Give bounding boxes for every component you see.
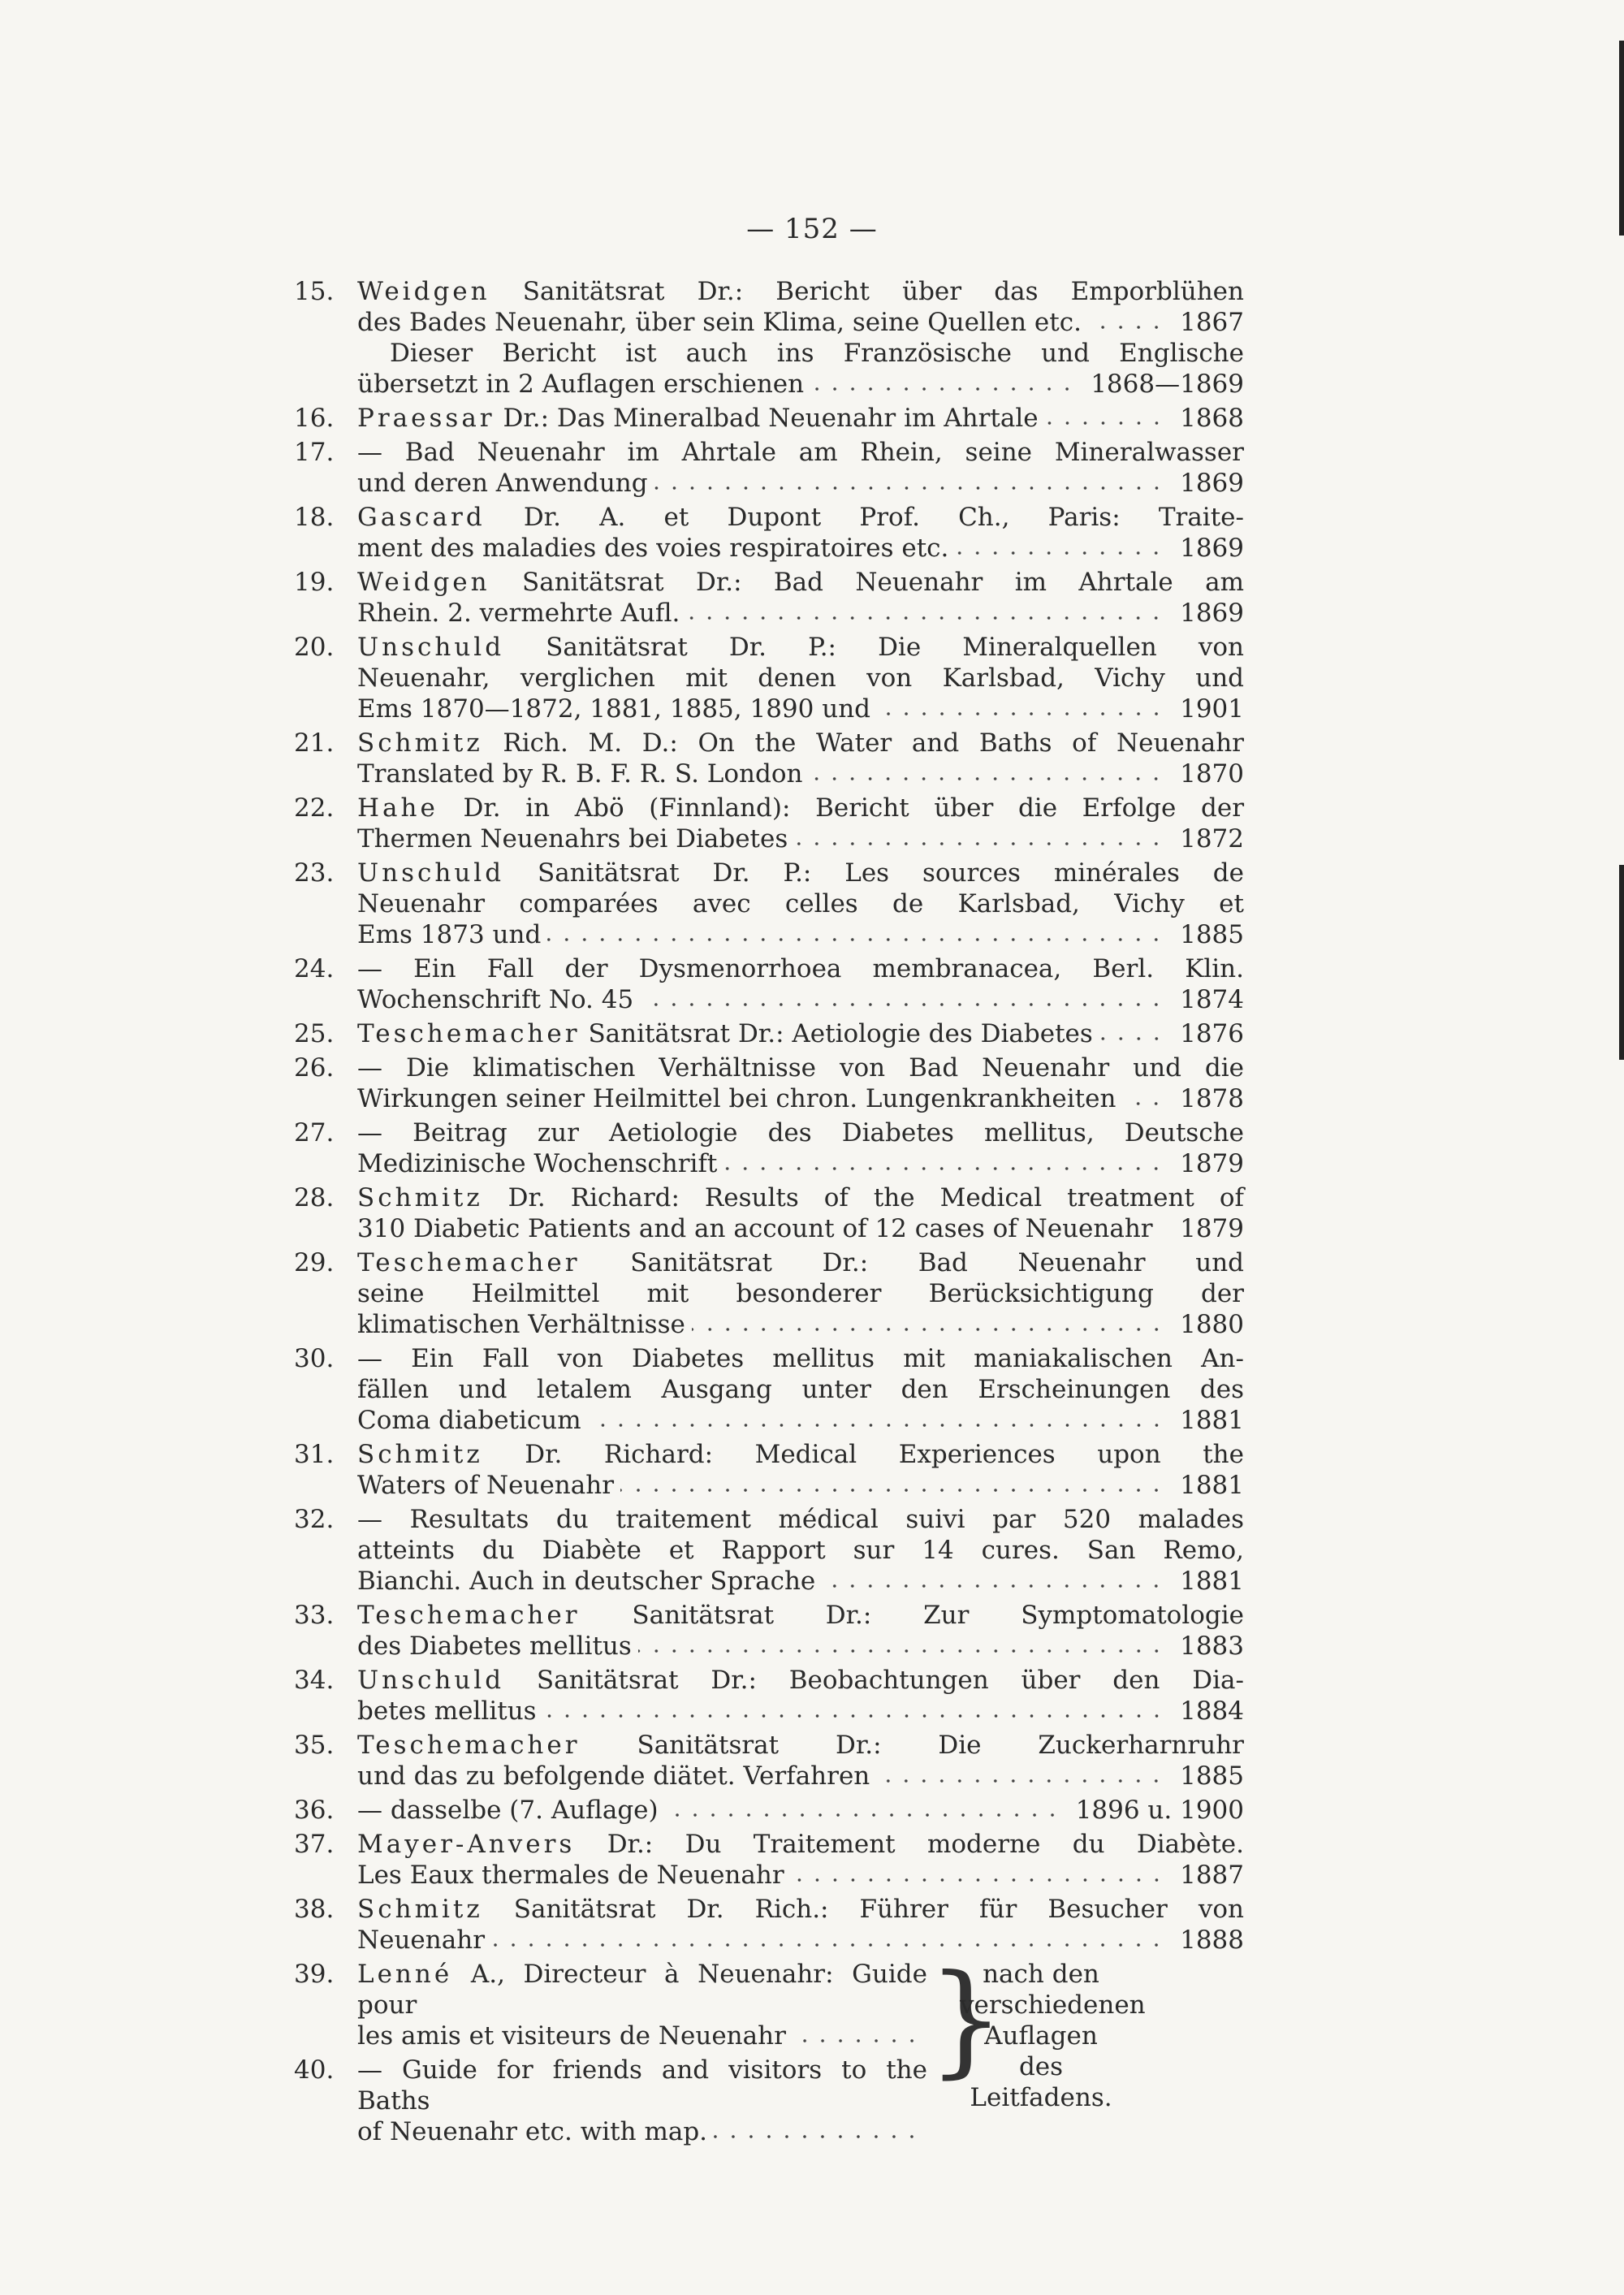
entry-body xyxy=(357,728,1244,789)
entry-body xyxy=(357,1504,1244,1597)
entry-text: Dieser Bericht ist auch ins Französische und Englische xyxy=(390,339,1244,368)
entry-text: Sanitätsrat Dr.: Die Zuckerharnruhr xyxy=(637,1731,1244,1760)
entry-line xyxy=(357,369,1244,400)
entry-text: Sanitätsrat Dr.: Beobachtungen über den Dia- xyxy=(536,1666,1244,1695)
page-number: — 152 — xyxy=(746,213,878,245)
entry-text: und das zu befolgende diätet. Verfahren xyxy=(357,1761,870,1791)
entry-body xyxy=(357,793,1244,854)
entry-body xyxy=(357,1959,927,2051)
entry-year: 1901 xyxy=(1180,694,1244,724)
entry-year: 1883 xyxy=(1180,1632,1244,1661)
entry-line xyxy=(357,1439,1244,1470)
author-name: Schmitz xyxy=(357,1895,483,1924)
bibliography-entry xyxy=(294,1730,1244,1791)
dot-leader xyxy=(640,1001,1165,1009)
entry-text: — Ein Fall der Dysmenorrhoea membranacea, Berl. Klin. xyxy=(357,954,1244,983)
scan-edge-mark-middle xyxy=(1619,865,1624,1060)
entry-text: — Die klimatischen Verhältnisse von Bad Neuenahr und die xyxy=(357,1053,1244,1083)
dot-leader xyxy=(491,1941,1165,1949)
entry-number: 18. xyxy=(294,503,335,532)
entry-line xyxy=(357,1665,1244,1696)
entry-text: Ems 1870—1872, 1881, 1885, 1890 und xyxy=(357,694,871,724)
bibliography-entry xyxy=(294,276,1244,400)
entry-line xyxy=(357,1018,1244,1049)
author-name: Mayer-Anvers xyxy=(357,1830,576,1859)
entry-year: 1869 xyxy=(1180,599,1244,628)
entry-text: — Ein Fall von Diabetes mellitus mit maniakalischen An- xyxy=(357,1344,1244,1373)
entry-number: 29. xyxy=(294,1248,335,1277)
bibliography-entry xyxy=(294,793,1244,854)
bibliography-entry xyxy=(294,403,1244,434)
entry-line xyxy=(357,468,1244,499)
bibliography-entry xyxy=(294,1343,1244,1436)
entry-line xyxy=(357,1213,1244,1244)
entry-number: 37. xyxy=(294,1830,335,1859)
entry-text: Dr.: Das Mineralbad Neuenahr im Ahrtale xyxy=(503,404,1039,433)
entry-line xyxy=(357,823,1244,854)
entry-year: 1879 xyxy=(1180,1149,1244,1178)
edition-note-line: Leitfadens. xyxy=(970,2083,1112,2112)
bibliography-list xyxy=(294,276,1244,2150)
bibliography-entry xyxy=(294,1959,927,2051)
entry-body xyxy=(357,2055,927,2147)
entry-text: Dr. Richard: Results of the Medical treatment of xyxy=(508,1183,1244,1212)
entry-line xyxy=(357,1829,1244,1860)
dot-leader xyxy=(654,484,1165,492)
bibliography-entry xyxy=(294,1504,1244,1597)
entry-text: Sanitätsrat Dr. Rich.: Führer für Besucher von xyxy=(513,1895,1245,1924)
dot-leader xyxy=(1045,419,1165,427)
entry-year: 1888 xyxy=(1180,1925,1244,1955)
entry-line xyxy=(357,1083,1244,1114)
entry-text: ment des maladies des voies respiratoires etc. xyxy=(357,534,949,563)
entry-body xyxy=(357,953,1244,1015)
entry-number: 27. xyxy=(294,1118,335,1148)
entry-number: 24. xyxy=(294,954,335,983)
dot-leader xyxy=(1088,323,1165,331)
entry-text: Coma diabeticum xyxy=(357,1406,581,1435)
dot-leader xyxy=(1099,1035,1165,1043)
entry-text: Rhein. 2. vermehrte Aufl. xyxy=(357,599,680,628)
author-name: Unschuld xyxy=(357,1666,505,1695)
bibliography-entry xyxy=(294,567,1244,629)
entry-text: fällen und letalem Ausgang unter den Erscheinungen des xyxy=(357,1375,1244,1404)
dot-leader xyxy=(810,385,1076,393)
entry-number: 15. xyxy=(294,277,335,306)
entry-line xyxy=(357,1730,1244,1761)
bibliography-entry xyxy=(294,632,1244,724)
entry-text: Sanitätsrat Dr.: Bad Neuenahr im Ahrtale am xyxy=(521,568,1244,597)
author-name: Praessar xyxy=(357,404,495,433)
entry-line xyxy=(357,1343,1244,1374)
entry-line xyxy=(357,276,1244,307)
entry-line xyxy=(357,1182,1244,1213)
entry-year: 1881 xyxy=(1180,1406,1244,1435)
dot-leader xyxy=(1122,1100,1165,1108)
entry-year: 1887 xyxy=(1180,1861,1244,1890)
entry-text: Neuenahr xyxy=(357,1925,486,1955)
entry-number: 36. xyxy=(294,1796,335,1825)
entry-text: Dr.: Du Traitement moderne du Diabète. xyxy=(607,1830,1244,1859)
scan-edge-mark-top xyxy=(1619,41,1624,236)
entry-text: Dr. A. et Dupont Prof. Ch., Paris: Traite- xyxy=(523,503,1244,532)
entry-line xyxy=(357,1566,1244,1597)
entry-text: übersetzt in 2 Auflagen erschienen xyxy=(357,370,805,399)
author-name: Schmitz xyxy=(357,1440,483,1469)
entry-year: 1885 xyxy=(1180,920,1244,949)
entry-line xyxy=(357,338,1244,369)
entry-year: 1885 xyxy=(1180,1761,1244,1791)
entry-line xyxy=(357,1117,1244,1148)
entry-number: 21. xyxy=(294,728,335,758)
entry-body xyxy=(357,632,1244,724)
dot-leader xyxy=(543,1712,1166,1720)
entry-line xyxy=(357,502,1244,533)
entry-number: 40. xyxy=(294,2055,335,2085)
entry-body xyxy=(357,1117,1244,1179)
entry-body xyxy=(357,1730,1244,1791)
bibliography-entry xyxy=(294,1247,1244,1340)
entry-number: 33. xyxy=(294,1601,335,1630)
entries-39-40-text xyxy=(294,1959,927,2150)
entry-line xyxy=(357,953,1244,984)
author-name: Gascard xyxy=(357,503,486,532)
dot-leader xyxy=(1160,1230,1165,1238)
entry-text: Waters of Neuenahr xyxy=(357,1471,615,1500)
entry-text: les amis et visiteurs de Neuenahr xyxy=(357,2021,786,2051)
entry-year: 1868 xyxy=(1180,404,1244,433)
dot-leader xyxy=(692,1325,1165,1333)
dot-leader xyxy=(793,2037,921,2045)
entry-text: Les Eaux thermales de Neuenahr xyxy=(357,1861,784,1890)
entry-line xyxy=(357,1405,1244,1436)
author-name: Teschemacher xyxy=(357,1601,581,1630)
bibliography-entry xyxy=(294,1600,1244,1662)
bibliography-entry xyxy=(294,437,1244,499)
entry-text: des Bades Neuenahr, über sein Klima, seine Quellen etc. xyxy=(357,308,1082,337)
entry-line xyxy=(357,1052,1244,1083)
author-name: Teschemacher xyxy=(357,1019,581,1048)
entry-text: klimatischen Verhältnisse xyxy=(357,1310,685,1339)
entry-year: 1869 xyxy=(1180,469,1244,498)
entry-line xyxy=(357,984,1244,1015)
entry-line xyxy=(357,1761,1244,1791)
entry-line xyxy=(357,1795,1244,1826)
entry-text: atteints du Diabète et Rapport sur 14 cures. San Remo, xyxy=(357,1536,1244,1565)
entry-line xyxy=(357,2021,927,2051)
entry-text: Rich. M. D.: On the Water and Baths of Neuenahr xyxy=(503,728,1244,758)
bibliography-entry xyxy=(294,728,1244,789)
entry-number: 19. xyxy=(294,568,335,597)
entry-number: 38. xyxy=(294,1895,335,1924)
entry-line xyxy=(357,919,1244,950)
bibliography-entry xyxy=(294,1117,1244,1179)
entry-line xyxy=(357,1600,1244,1631)
bibliography-entry xyxy=(294,1182,1244,1244)
dot-leader xyxy=(794,840,1165,848)
entry-text: und deren Anwendung xyxy=(357,469,648,498)
entry-text: Medizinische Wochenschrift xyxy=(357,1149,718,1178)
author-name: Schmitz xyxy=(357,1183,483,1212)
author-name: Weidgen xyxy=(357,277,490,306)
entry-year: 1874 xyxy=(1180,985,1244,1014)
entry-line xyxy=(357,1278,1244,1309)
entry-year: 1872 xyxy=(1180,824,1244,854)
entry-body xyxy=(357,1247,1244,1340)
entry-year: 1876 xyxy=(1180,1019,1244,1048)
dot-leader xyxy=(822,1582,1165,1590)
entry-body xyxy=(357,437,1244,499)
edition-note-line: verschiedenen xyxy=(960,1990,1146,2020)
bibliography-entry xyxy=(294,502,1244,564)
dot-leader xyxy=(723,1165,1165,1173)
entry-year: 1881 xyxy=(1180,1567,1244,1596)
entry-line xyxy=(357,1247,1244,1278)
entry-text: des Diabetes mellitus xyxy=(357,1632,632,1661)
entry-body xyxy=(357,502,1244,564)
author-name: Lenné xyxy=(357,1960,453,1989)
entry-text: Dr. in Abö (Finnland): Bericht über die Erfolge der xyxy=(463,793,1245,823)
author-name: Teschemacher xyxy=(357,1731,581,1760)
dot-leader xyxy=(791,1876,1165,1884)
entry-number: 22. xyxy=(294,793,335,823)
dot-leader xyxy=(809,775,1165,783)
entry-line xyxy=(357,1959,927,2021)
entry-number: 20. xyxy=(294,633,335,662)
entry-text: Sanitätsrat Dr.: Bericht über das Emporblühen xyxy=(522,277,1244,306)
entry-text: Translated by R. B. F. R. S. London xyxy=(357,759,803,789)
entry-text: — Bad Neuenahr im Ahrtale am Rhein, seine Mineralwasser xyxy=(357,438,1244,467)
entry-year: 1878 xyxy=(1180,1084,1244,1113)
entry-line xyxy=(357,403,1244,434)
entry-line xyxy=(357,858,1244,888)
entry-number: 31. xyxy=(294,1440,335,1469)
entry-body xyxy=(357,567,1244,629)
entry-line xyxy=(357,437,1244,468)
entry-number: 25. xyxy=(294,1019,335,1048)
entry-text: Wochenschrift No. 45 xyxy=(357,985,634,1014)
entry-body xyxy=(357,1018,1244,1049)
edition-note xyxy=(960,1959,1146,2150)
entry-year: 1896 u. 1900 xyxy=(1075,1796,1244,1825)
entry-body xyxy=(357,1665,1244,1727)
dot-leader xyxy=(876,1777,1165,1785)
dot-leader xyxy=(877,710,1165,718)
bibliography-entry xyxy=(294,1052,1244,1114)
brace-symbol: } xyxy=(927,1949,1005,2090)
entry-number: 32. xyxy=(294,1505,335,1534)
dot-leader xyxy=(638,1647,1165,1655)
entry-line xyxy=(357,728,1244,759)
entry-text: 310 Diabetic Patients and an account of 12 cases of Neuenahr xyxy=(357,1214,1153,1243)
dot-leader xyxy=(620,1486,1165,1494)
entry-number: 17. xyxy=(294,438,335,467)
entry-body xyxy=(357,1439,1244,1501)
bibliography-entry xyxy=(294,1018,1244,1049)
author-name: Weidgen xyxy=(357,568,490,597)
entry-text: Sanitätsrat Dr.: Zur Symptomatologie xyxy=(632,1601,1245,1630)
dot-leader xyxy=(665,1811,1061,1819)
entry-line xyxy=(357,307,1244,338)
entry-text: Sanitätsrat Dr. P.: Die Mineralquellen von xyxy=(546,633,1244,662)
entry-number: 34. xyxy=(294,1666,335,1695)
entry-line xyxy=(357,567,1244,598)
entry-text: Bianchi. Auch in deutscher Sprache xyxy=(357,1567,816,1596)
entry-number: 39. xyxy=(294,1960,335,1989)
entry-text: Neuenahr, verglichen mit denen von Karlsbad, Vichy und xyxy=(357,663,1244,693)
entry-number: 30. xyxy=(294,1344,335,1373)
dot-leader xyxy=(686,614,1165,622)
entry-number: 16. xyxy=(294,404,335,433)
entry-year: 1869 xyxy=(1180,534,1244,563)
entry-line xyxy=(357,663,1244,694)
bibliography-entry xyxy=(294,1665,1244,1727)
bibliography-entry xyxy=(294,1795,1244,1826)
bibliography-entry xyxy=(294,1829,1244,1891)
entry-text: Thermen Neuenahrs bei Diabetes xyxy=(357,824,788,854)
entry-line xyxy=(357,1925,1244,1956)
bibliography-entry xyxy=(294,2055,927,2147)
edition-note-line: Auflagen des xyxy=(984,2021,1098,2081)
entry-line xyxy=(357,1148,1244,1179)
entry-body xyxy=(357,276,1244,400)
entry-body xyxy=(357,1829,1244,1891)
entry-year: 1868—1869 xyxy=(1091,370,1244,399)
entry-body xyxy=(357,1343,1244,1436)
entry-body xyxy=(357,858,1244,950)
entry-text: — Guide for friends and visitors to the Baths xyxy=(357,2055,927,2116)
entry-line xyxy=(357,1374,1244,1405)
entry-body xyxy=(357,1600,1244,1662)
entry-number: 26. xyxy=(294,1053,335,1083)
author-name: Unschuld xyxy=(357,633,505,662)
entry-year: 1879 xyxy=(1180,1214,1244,1243)
author-name: Schmitz xyxy=(357,728,483,758)
entry-line xyxy=(357,793,1244,823)
entry-line xyxy=(357,1631,1244,1662)
bibliography-entry xyxy=(294,858,1244,950)
entries-39-40 xyxy=(294,1949,1244,2150)
entry-text: Wirkungen seiner Heilmittel bei chron. Lungenkrankheiten xyxy=(357,1084,1116,1113)
bibliography-entry xyxy=(294,953,1244,1015)
entry-year: 1867 xyxy=(1180,308,1244,337)
entry-line xyxy=(357,1504,1244,1535)
entry-year: 1881 xyxy=(1180,1471,1244,1500)
entry-body xyxy=(357,403,1244,434)
entry-line xyxy=(357,759,1244,789)
entry-line xyxy=(357,2116,927,2147)
entry-line xyxy=(357,1309,1244,1340)
entry-text: Neuenahr comparées avec celles de Karlsbad, Vichy et xyxy=(357,889,1244,918)
entry-body xyxy=(357,1795,1244,1826)
entry-line xyxy=(357,533,1244,564)
entry-line xyxy=(357,632,1244,663)
entry-text: — Beitrag zur Aetiologie des Diabetes mellitus, Deutsche xyxy=(357,1118,1244,1148)
entry-line xyxy=(357,1894,1244,1925)
entry-line xyxy=(357,888,1244,919)
edition-note-line: nach den xyxy=(983,1960,1099,1989)
entry-text: seine Heilmittel mit besonderer Berücksichtigung der xyxy=(357,1279,1244,1308)
entry-body xyxy=(357,1052,1244,1114)
entry-text: Ems 1873 und xyxy=(357,920,542,949)
dot-leader xyxy=(547,936,1165,944)
entry-year: 1870 xyxy=(1180,759,1244,789)
entry-number: 35. xyxy=(294,1731,335,1760)
entry-line xyxy=(357,1535,1244,1566)
dot-leader xyxy=(955,549,1165,557)
author-name: Teschemacher xyxy=(357,1248,581,1277)
entry-line xyxy=(357,2055,927,2116)
dot-leader xyxy=(714,2133,921,2141)
entry-text: Sanitätsrat Dr. P.: Les sources minérales de xyxy=(537,858,1244,888)
entry-line xyxy=(357,1696,1244,1727)
entry-year: 1884 xyxy=(1180,1696,1244,1726)
dot-leader xyxy=(588,1421,1165,1429)
bibliography-entry xyxy=(294,1894,1244,1956)
author-name: Unschuld xyxy=(357,858,505,888)
entry-body xyxy=(357,1894,1244,1956)
entry-text: Dr. Richard: Medical Experiences upon the xyxy=(525,1440,1244,1469)
entry-number: 23. xyxy=(294,858,335,888)
entry-text: A., Directeur à Neuenahr: Guide pour xyxy=(357,1960,927,2020)
author-name: Hahe xyxy=(357,793,438,823)
entry-text: betes mellitus xyxy=(357,1696,537,1726)
bibliography-entry xyxy=(294,1439,1244,1501)
entry-text: — Resultats du traitement médical suivi par 520 malades xyxy=(357,1505,1244,1534)
entry-text: Sanitätsrat Dr.: Aetiologie des Diabetes xyxy=(588,1019,1093,1048)
entry-year: 1880 xyxy=(1180,1310,1244,1339)
entry-line xyxy=(357,1470,1244,1501)
entry-line xyxy=(357,1860,1244,1891)
entry-line xyxy=(357,598,1244,629)
entry-text: — dasselbe (7. Auflage) xyxy=(357,1796,659,1825)
entry-number: 28. xyxy=(294,1183,335,1212)
entry-text: Sanitätsrat Dr.: Bad Neuenahr und xyxy=(630,1248,1245,1277)
entry-body xyxy=(357,1182,1244,1244)
entry-line xyxy=(357,694,1244,724)
entry-text: of Neuenahr etc. with map. xyxy=(357,2117,708,2146)
